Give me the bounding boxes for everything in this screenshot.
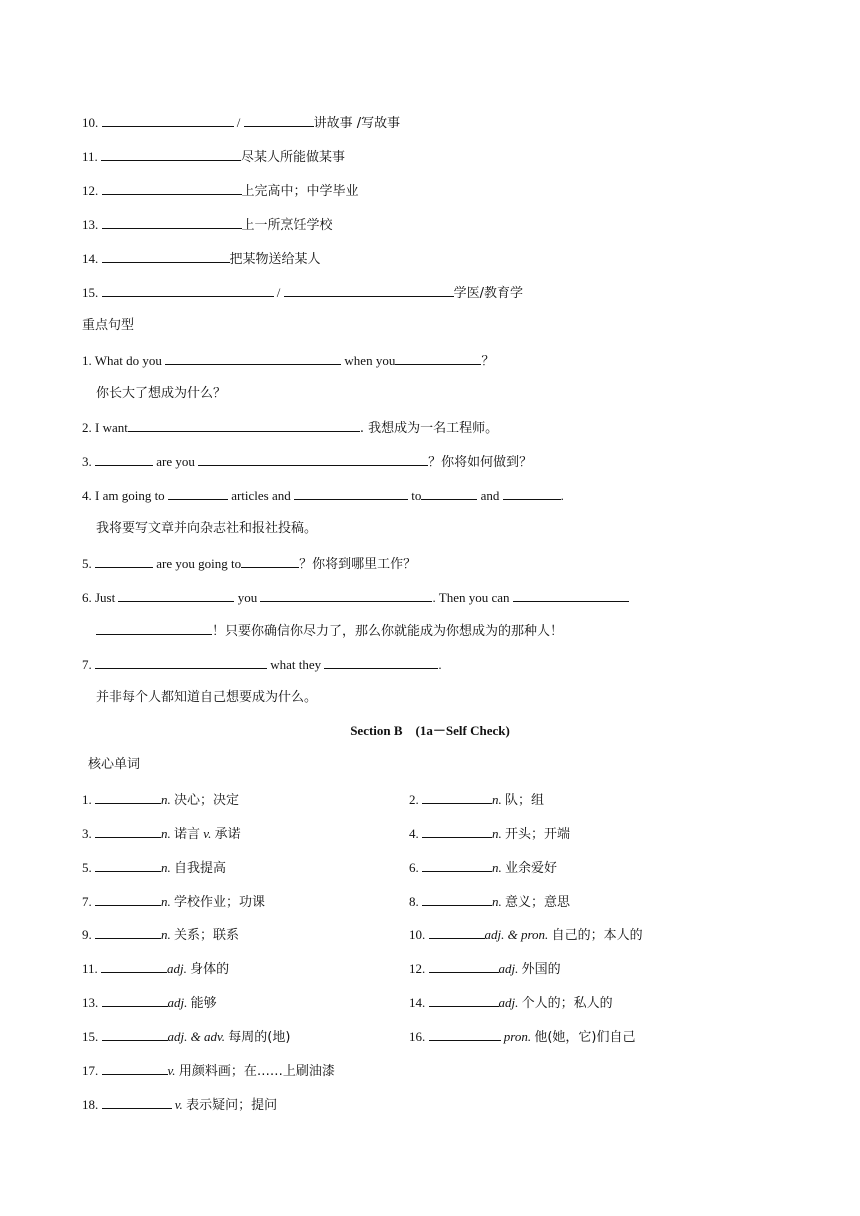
answer-blank[interactable] <box>102 994 168 1007</box>
sentence-1 <box>82 352 494 370</box>
sentence-text: to <box>411 488 422 503</box>
part-of-speech: adj. <box>498 961 519 976</box>
vocab-item-8 <box>409 893 570 911</box>
sentence-text: . <box>560 488 564 503</box>
sentence-text: ？你将如何做到？ <box>428 455 533 470</box>
item-number: 17. <box>82 1063 99 1078</box>
sentence-text: are you going to <box>156 556 242 571</box>
sentence-text: 7. <box>82 657 92 672</box>
sentence-text: and <box>480 488 500 503</box>
answer-blank[interactable] <box>429 960 499 973</box>
item-number: 11. <box>82 961 98 976</box>
word-meaning: 关系；联系 <box>174 928 240 943</box>
answer-blank[interactable] <box>95 555 153 568</box>
word-meaning: 承诺 <box>214 827 241 842</box>
answer-blank[interactable] <box>102 1096 172 1109</box>
word-meaning: 开头；开端 <box>505 827 571 842</box>
separator: / <box>236 115 241 130</box>
item-number: 2. <box>409 792 419 807</box>
word-meaning: 每周的(地) <box>228 1030 291 1045</box>
item-number: 4. <box>409 826 419 841</box>
sentence-text: . <box>438 657 442 672</box>
part-of-speech: adj. <box>167 995 188 1010</box>
sentence-text: you <box>237 590 258 605</box>
item-number: 13. <box>82 217 99 232</box>
vocab-item-7 <box>82 893 265 911</box>
part-of-speech: n. <box>492 894 502 909</box>
answer-blank[interactable] <box>96 622 212 635</box>
sentence-text: . Then you can <box>432 590 510 605</box>
part-of-speech: n. <box>161 927 171 942</box>
phrase-15 <box>82 284 523 302</box>
answer-blank[interactable] <box>128 419 360 432</box>
answer-blank[interactable] <box>102 1028 168 1041</box>
item-number: 14. <box>409 995 426 1010</box>
part-of-speech: n. <box>161 826 171 841</box>
sentence-text: 3. <box>82 454 92 469</box>
sentence-text: 4. I am going to <box>82 488 165 503</box>
separator: / <box>276 285 281 300</box>
vocab-item-14 <box>409 994 613 1012</box>
item-number: 1. <box>82 792 92 807</box>
item-number: 12. <box>82 183 99 198</box>
answer-blank[interactable] <box>395 352 481 365</box>
item-number: 12. <box>409 961 426 976</box>
item-number: 11. <box>82 149 98 164</box>
answer-blank[interactable] <box>422 893 492 906</box>
answer-blank[interactable] <box>241 555 299 568</box>
item-number: 7. <box>82 894 92 909</box>
answer-blank[interactable] <box>95 791 161 804</box>
vocab-item-13 <box>82 994 217 1012</box>
vocab-item-15 <box>82 1028 290 1046</box>
answer-blank[interactable] <box>260 589 432 602</box>
section-b-title: Section B (1a－Self Check) <box>350 723 510 738</box>
sentence-text: 1. What do you <box>82 353 162 368</box>
phrase-10 <box>82 114 400 132</box>
sentence-2 <box>82 419 498 437</box>
answer-blank[interactable] <box>95 656 267 669</box>
answer-blank[interactable] <box>102 216 242 229</box>
answer-blank[interactable] <box>324 656 438 669</box>
item-number: 9. <box>82 927 92 942</box>
answer-blank[interactable] <box>102 284 274 297</box>
answer-blank[interactable] <box>101 960 167 973</box>
sentence-4 <box>82 487 564 504</box>
part-of-speech: v. <box>203 826 212 841</box>
answer-blank[interactable] <box>95 893 161 906</box>
phrase-12 <box>82 182 359 200</box>
item-number: 6. <box>409 860 419 875</box>
phrase-meaning: 上一所烹饪学校 <box>241 218 333 233</box>
phrase-meaning: 上完高中；中学毕业 <box>241 184 359 199</box>
part-of-speech: n. <box>492 792 502 807</box>
answer-blank[interactable] <box>102 1062 168 1075</box>
vocab-item-10 <box>409 926 643 944</box>
item-number: 10. <box>82 115 99 130</box>
word-meaning: 自我提高 <box>174 861 227 876</box>
answer-blank[interactable] <box>95 453 153 466</box>
answer-blank[interactable] <box>503 487 561 500</box>
phrase-meaning: 讲故事 /写故事 <box>313 116 401 131</box>
answer-blank[interactable] <box>165 352 341 365</box>
phrase-11 <box>82 148 345 166</box>
answer-blank[interactable] <box>95 859 161 872</box>
answer-blank[interactable] <box>118 589 234 602</box>
sentence-text: . 我想成为一名工程师。 <box>359 421 499 436</box>
sentence-text: 6. Just <box>82 590 116 605</box>
item-number: 10. <box>409 927 426 942</box>
vocab-item-11 <box>82 960 229 978</box>
item-number: 8. <box>409 894 419 909</box>
word-meaning: 学校作业；功课 <box>174 895 266 910</box>
sentences-heading: 重点句型 <box>82 318 135 333</box>
part-of-speech: n. <box>161 792 171 807</box>
sentence-6-continued <box>96 622 563 640</box>
answer-blank[interactable] <box>429 1028 501 1041</box>
word-meaning: 他(她，它)们自己 <box>534 1030 636 1045</box>
part-of-speech: v. <box>167 1063 176 1078</box>
part-of-speech: n. <box>161 894 171 909</box>
word-meaning: 身体的 <box>190 962 230 977</box>
sentence-text: 5. <box>82 556 92 571</box>
answer-blank[interactable] <box>102 250 230 263</box>
sentence-7-translation: 并非每个人都知道自己想要成为什么。 <box>96 690 318 705</box>
answer-blank[interactable] <box>422 791 492 804</box>
part-of-speech: n. <box>492 860 502 875</box>
phrase-13 <box>82 216 333 234</box>
answer-blank[interactable] <box>513 589 629 602</box>
word-meaning: 业余爱好 <box>505 861 558 876</box>
vocab-item-6 <box>409 859 557 877</box>
vocab-item-4 <box>409 825 570 843</box>
vocab-item-18 <box>82 1096 277 1114</box>
part-of-speech: adj. <box>498 995 519 1010</box>
sentence-1-translation: 你长大了想成为什么？ <box>96 386 227 401</box>
vocab-heading: 核心单词 <box>88 757 141 772</box>
answer-blank[interactable] <box>422 859 492 872</box>
vocab-item-5 <box>82 859 226 877</box>
sentence-3 <box>82 453 532 471</box>
vocab-item-2 <box>409 791 544 809</box>
item-number: 18. <box>82 1097 99 1112</box>
part-of-speech: adj. & adv. <box>167 1029 226 1044</box>
answer-blank[interactable] <box>102 182 242 195</box>
sentence-7 <box>82 656 442 673</box>
sentence-text: ？你将到哪里工作？ <box>299 557 417 572</box>
item-number: 15. <box>82 1029 99 1044</box>
sentence-4-translation: 我将要写文章并向杂志社和报社投稿。 <box>96 521 318 536</box>
sentence-text: are you <box>156 454 195 469</box>
vocab-item-1 <box>82 791 239 809</box>
vocab-item-12 <box>409 960 561 978</box>
answer-blank[interactable] <box>95 926 161 939</box>
sentence-text: articles and <box>231 488 291 503</box>
sentence-text: ！只要你确信你尽力了，那么你就能成为你想成为的那种人！ <box>212 624 564 639</box>
item-number: 16. <box>409 1029 426 1044</box>
part-of-speech: n. <box>161 860 171 875</box>
word-meaning: 个人的；私人的 <box>521 996 613 1011</box>
word-meaning: 队；组 <box>505 793 545 808</box>
phrase-meaning: 学医/教育学 <box>453 286 524 301</box>
answer-blank[interactable] <box>102 114 234 127</box>
sentence-text: 2. I want <box>82 420 128 435</box>
part-of-speech: n. <box>492 826 502 841</box>
phrase-meaning: 把某物送给某人 <box>229 252 321 267</box>
word-meaning: 决心；决定 <box>174 793 240 808</box>
answer-blank[interactable] <box>101 148 241 161</box>
word-meaning: 用颜料画；在……上刷油漆 <box>178 1064 335 1079</box>
answer-blank[interactable] <box>429 994 499 1007</box>
word-meaning: 表示疑问；提问 <box>186 1098 278 1113</box>
answer-blank[interactable] <box>284 284 454 297</box>
answer-blank[interactable] <box>429 926 485 939</box>
word-meaning: 外国的 <box>521 962 561 977</box>
vocab-item-17 <box>82 1062 335 1080</box>
sentence-6 <box>82 589 629 606</box>
item-number: 3. <box>82 826 92 841</box>
phrase-14 <box>82 250 321 268</box>
word-meaning: 意义；意思 <box>505 895 571 910</box>
part-of-speech: adj. & pron. <box>484 927 549 942</box>
answer-blank[interactable] <box>168 487 228 500</box>
vocab-item-3 <box>82 825 241 843</box>
part-of-speech: v. <box>174 1097 183 1112</box>
item-number: 13. <box>82 995 99 1010</box>
sentence-5 <box>82 555 416 573</box>
sentence-text: what they <box>270 657 322 672</box>
word-meaning: 诺言 <box>174 827 201 842</box>
phrase-meaning: 尽某人所能做某事 <box>241 150 346 165</box>
vocab-item-16 <box>409 1028 635 1046</box>
vocab-item-9 <box>82 926 239 944</box>
answer-blank[interactable] <box>244 114 314 127</box>
answer-blank[interactable] <box>422 825 492 838</box>
answer-blank[interactable] <box>421 487 477 500</box>
item-number: 14. <box>82 251 99 266</box>
answer-blank[interactable] <box>95 825 161 838</box>
item-number: 5. <box>82 860 92 875</box>
part-of-speech: adj. <box>167 961 187 976</box>
answer-blank[interactable] <box>294 487 408 500</box>
item-number: 15. <box>82 285 99 300</box>
part-of-speech: pron. <box>503 1029 532 1044</box>
sentence-text: when you <box>344 353 396 368</box>
word-meaning: 自己的；本人的 <box>551 928 643 943</box>
answer-blank[interactable] <box>198 453 428 466</box>
word-meaning: 能够 <box>190 996 217 1011</box>
sentence-text: ？ <box>481 354 495 369</box>
